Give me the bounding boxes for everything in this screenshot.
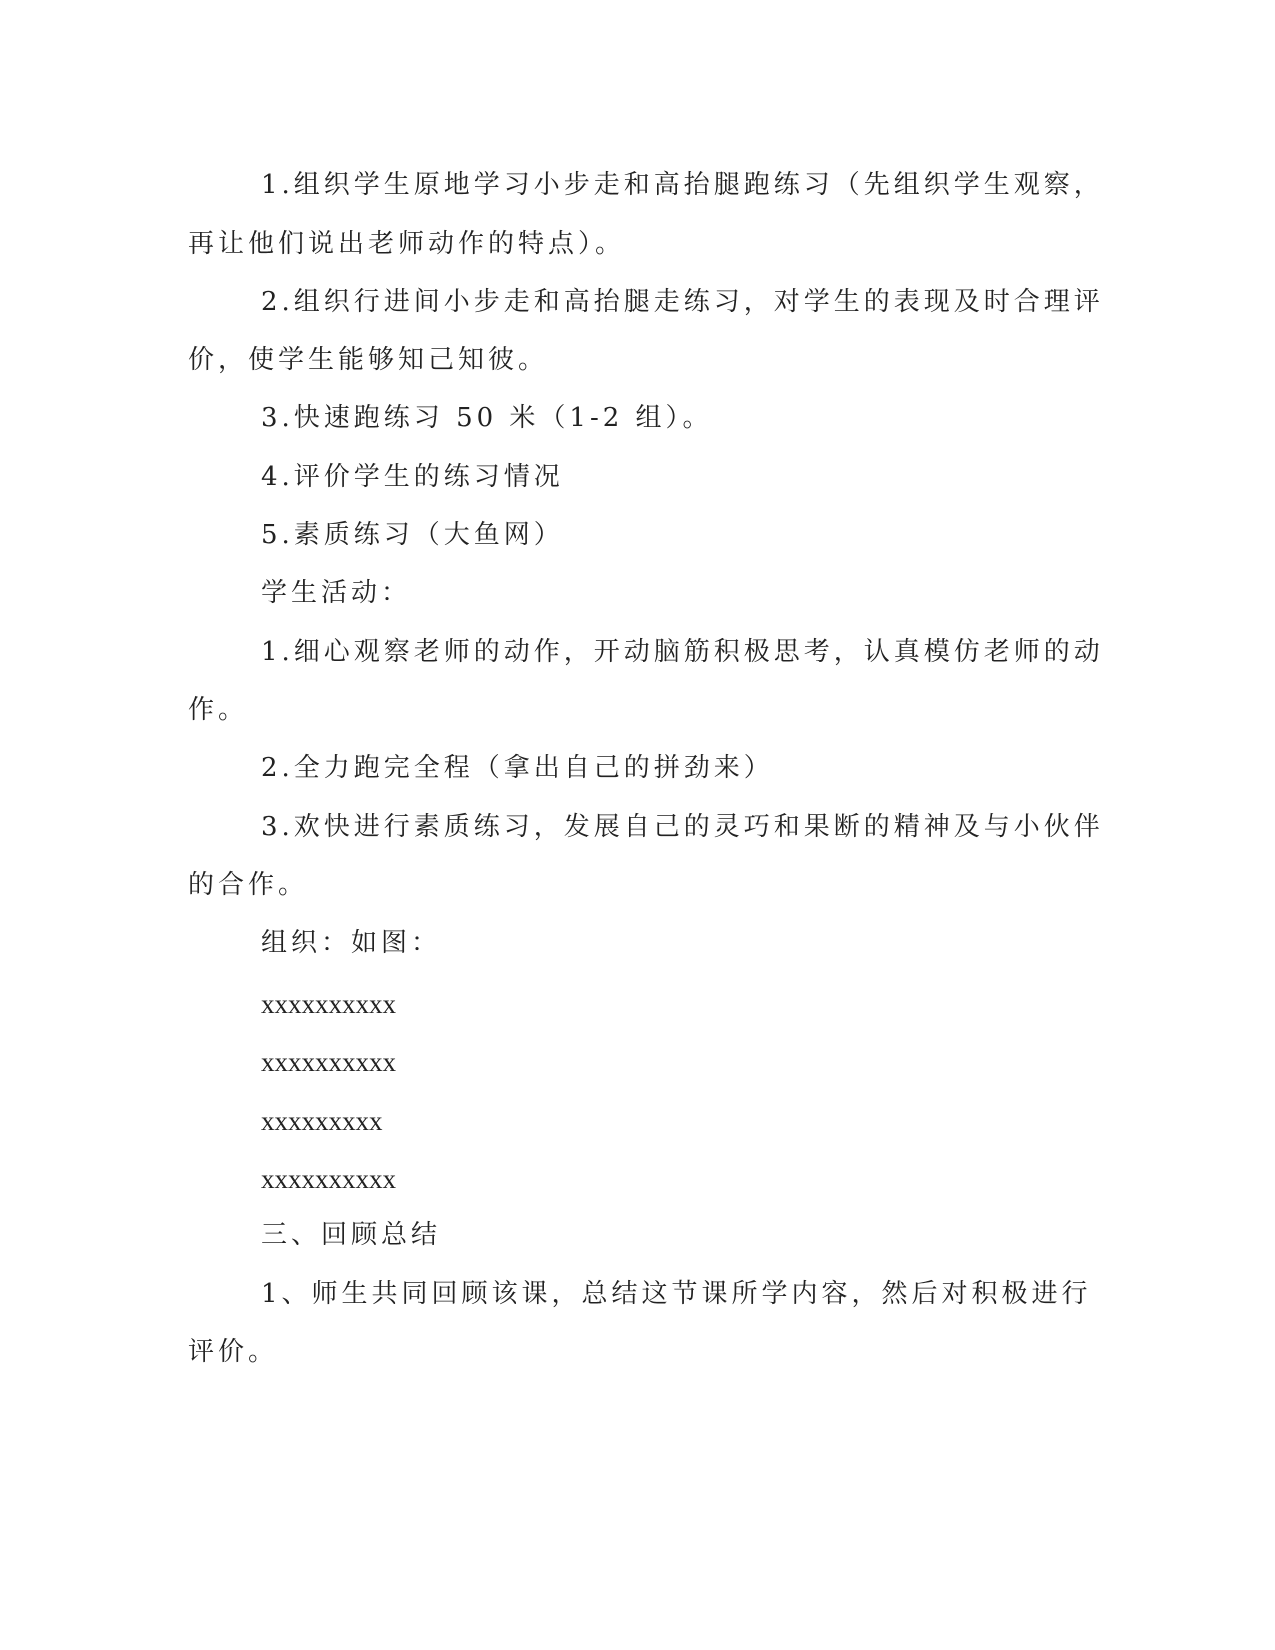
formation-row: xxxxxxxxxx [261, 1164, 396, 1194]
paragraph-line: 1.组织学生原地学习小步走和高抬腿跑练习（先组织学生观察， [261, 170, 1104, 200]
section-label: 组织：如图： [261, 928, 442, 958]
formation-row: xxxxxxxxxx [261, 989, 396, 1019]
paragraph-line: 3.快速跑练习 50 米（1-2 组）。 [261, 403, 713, 433]
paragraph-line: 评价。 [188, 1337, 279, 1367]
formation-row: xxxxxxxxx [261, 1106, 383, 1136]
paragraph-line: 价，使学生能够知己知彼。 [188, 345, 549, 375]
paragraph-line: 4.评价学生的练习情况 [261, 462, 564, 492]
paragraph-line: 2.全力跑完全程（拿出自己的拼劲来） [261, 753, 774, 783]
paragraph-line: 5.素质练习（大鱼网） [261, 520, 564, 550]
paragraph-line: 1、师生共同回顾该课，总结这节课所学内容，然后对积极进行 [261, 1279, 1092, 1309]
paragraph-line: 的合作。 [188, 870, 309, 900]
paragraph-line: 2.组织行进间小步走和高抬腿走练习，对学生的表现及时合理评 [261, 287, 1104, 317]
paragraph-line: 再让他们说出老师动作的特点）。 [188, 229, 626, 259]
section-heading: 三、回顾总结 [261, 1220, 442, 1250]
paragraph-line: 作。 [188, 695, 249, 725]
paragraph-line: 3.欢快进行素质练习，发展自己的灵巧和果断的精神及与小伙伴 [261, 812, 1104, 842]
paragraph-line: 1.细心观察老师的动作，开动脑筋积极思考，认真模仿老师的动 [261, 637, 1104, 667]
section-label: 学生活动： [261, 578, 412, 608]
formation-row: xxxxxxxxxx [261, 1047, 396, 1077]
